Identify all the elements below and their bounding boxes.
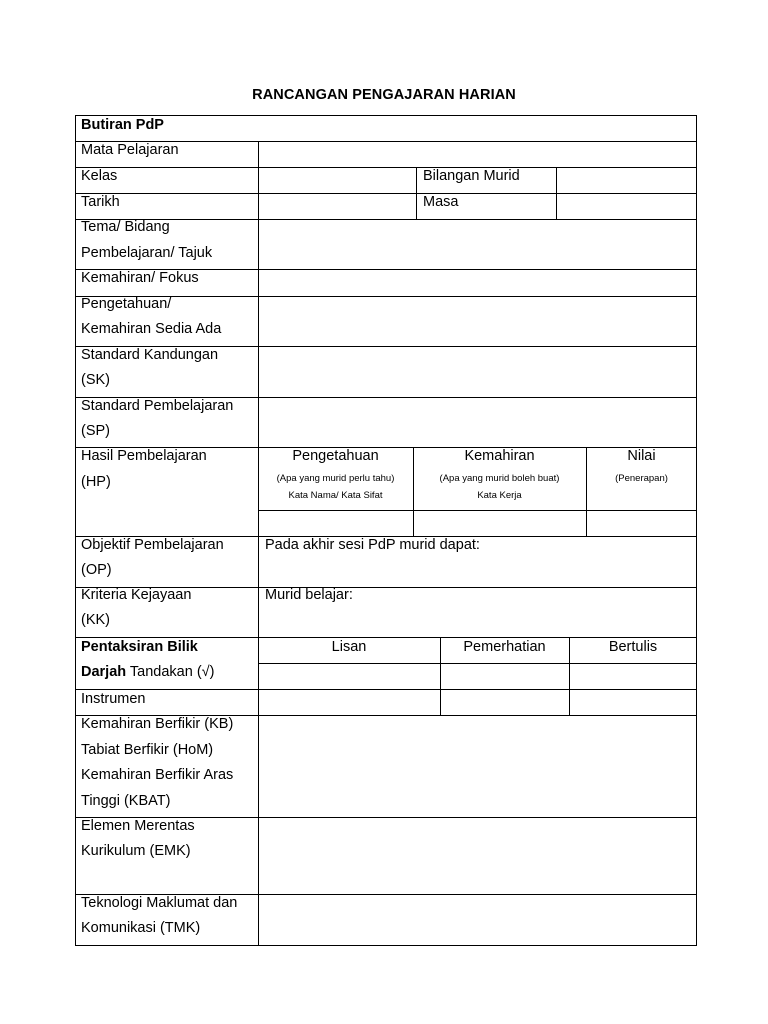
hp-heading-nilai: Nilai — [627, 448, 656, 464]
assessment-col-pemerhatian: Pemerhatian — [463, 639, 546, 655]
label-tema-line1: Tema/ Bidang — [81, 219, 170, 235]
label-sk-line2: (SK) — [81, 372, 110, 388]
label-kelas: Kelas — [81, 168, 118, 184]
label-kk-line2: (KK) — [81, 612, 110, 628]
hp-note-pengetahuan: (Apa yang murid perlu tahu) — [276, 473, 395, 484]
hp-note2-pengetahuan: Kata Nama/ Kata Sifat — [288, 490, 383, 501]
label-mata-pelajaran: Mata Pelajaran — [81, 142, 179, 158]
label-pentaksiran-line2: Darjah Tandakan (√) — [81, 664, 215, 680]
kk-text: Murid belajar: — [265, 587, 353, 603]
label-op-line1: Objektif Pembelajaran — [81, 537, 224, 553]
label-op-line2: (OP) — [81, 562, 112, 578]
label-pengetahuan-line2: Kemahiran Sedia Ada — [81, 321, 222, 337]
label-pentaksiran-line1: Pentaksiran Bilik — [81, 639, 198, 655]
label-bilangan-murid: Bilangan Murid — [423, 168, 520, 184]
label-sp-line1: Standard Pembelajaran — [81, 398, 234, 414]
label-pengetahuan-line1: Pengetahuan/ — [81, 296, 172, 312]
label-sk-line1: Standard Kandungan — [81, 347, 219, 363]
label-tmk-line2: Komunikasi (TMK) — [81, 920, 201, 936]
label-kb-line1: Kemahiran Berfikir (KB) — [81, 716, 234, 732]
label-kemahiran-fokus: Kemahiran/ Fokus — [81, 270, 199, 286]
hp-note2-kemahiran: Kata Kerja — [477, 490, 522, 501]
label-kb-line2: Tabiat Berfikir (HoM) — [81, 742, 214, 758]
label-hp-line1: Hasil Pembelajaran — [81, 448, 207, 464]
label-tmk-line1: Teknologi Maklumat dan — [81, 895, 238, 911]
label-tema-line2: Pembelajaran/ Tajuk — [81, 245, 213, 261]
label-emk-line2: Kurikulum (EMK) — [81, 843, 191, 859]
page-title: RANCANGAN PENGAJARAN HARIAN — [252, 87, 516, 103]
label-sp-line2: (SP) — [81, 423, 110, 439]
hp-heading-kemahiran: Kemahiran — [464, 448, 535, 464]
hp-note-nilai: (Penerapan) — [615, 473, 668, 484]
hp-note-kemahiran: (Apa yang murid boleh buat) — [439, 473, 560, 484]
hp-heading-pengetahuan: Pengetahuan — [292, 448, 379, 464]
butiran-pdp-header: Butiran PdP — [81, 117, 164, 133]
assessment-col-bertulis: Bertulis — [608, 639, 658, 655]
label-masa: Masa — [423, 194, 459, 210]
label-hp-line2: (HP) — [81, 474, 111, 490]
label-emk-line1: Elemen Merentas — [81, 818, 195, 834]
label-instrumen: Instrumen — [81, 691, 146, 707]
label-kb-line3: Kemahiran Berfikir Aras — [81, 767, 234, 783]
label-kb-line4: Tinggi (KBAT) — [81, 793, 171, 809]
label-kk-line1: Kriteria Kejayaan — [81, 587, 192, 603]
assessment-col-lisan: Lisan — [331, 639, 367, 655]
op-text: Pada akhir sesi PdP murid dapat: — [265, 537, 480, 553]
label-tarikh: Tarikh — [81, 194, 120, 210]
